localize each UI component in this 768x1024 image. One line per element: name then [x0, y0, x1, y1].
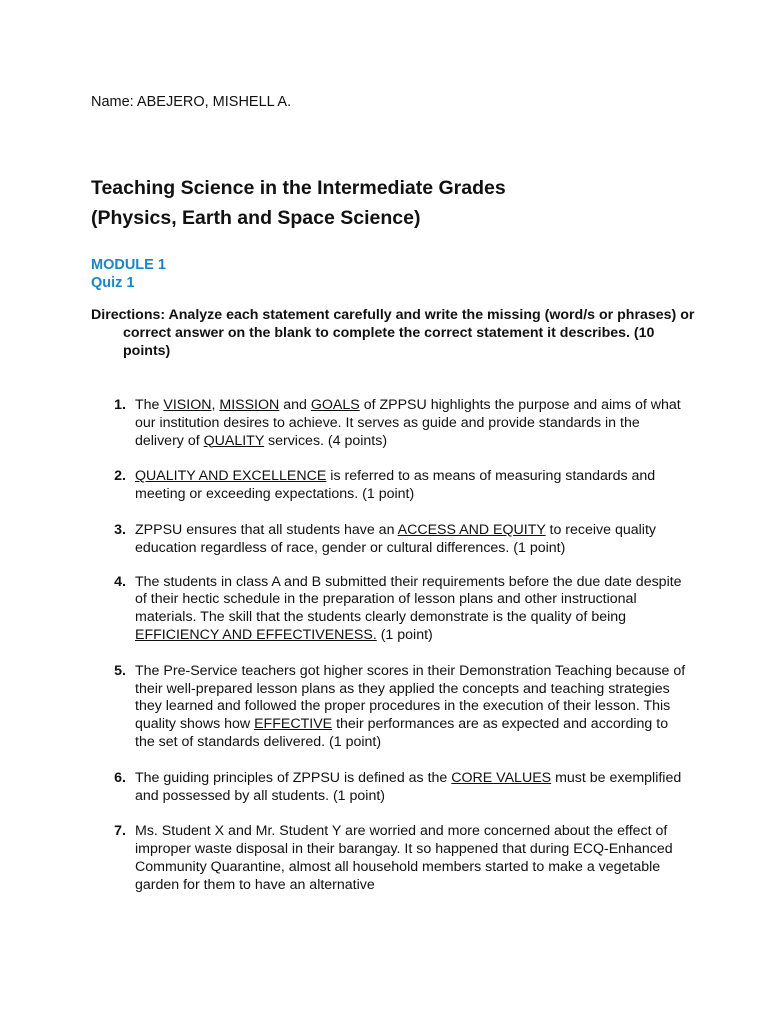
answer: EFFICIENCY AND EFFECTIVENESS. — [135, 626, 377, 643]
answer: CORE VALUES — [451, 769, 552, 786]
answer: EFFECTIVE — [254, 716, 333, 733]
text-segment: The Pre-Service teachers got higher scores in their Demonstration Teaching because of their well-prepared lesson plans as they applied the concepts and teaching strategies they learned and followed the proper procedures in the execution of their lesson. This quality shows how — [135, 662, 686, 733]
question-number: 2. — [114, 468, 126, 485]
question-number: 7. — [114, 823, 126, 840]
question-number: 4. — [114, 573, 126, 590]
text-segment: and — [279, 397, 311, 413]
question-text — [135, 663, 691, 752]
question-number: 6. — [114, 769, 126, 786]
text-segment: must be exemplified and possessed by all students. (1 point) — [135, 769, 682, 804]
course-title — [91, 173, 506, 233]
quiz-label: Quiz 1 — [91, 275, 135, 291]
answer: GOALS — [310, 397, 360, 413]
question-item — [91, 770, 691, 806]
question-number: 3. — [114, 521, 126, 538]
directions — [91, 306, 701, 360]
question-text: Ms. Student X and Mr. Student Y are worried and more concerned about the effect of improper waste disposal in their barangay. It so happened that during ECQ-Enhanced Community Quarantine, almost all household members started to make a vegetable garden for them to have an alternative — [135, 823, 673, 893]
text-segment: The guiding principles of ZPPSU is defined as the — [135, 769, 452, 786]
directions-line-1: Directions: Analyze each statement carefully and write the missing (word/s or phrases) or — [91, 307, 695, 323]
question-list — [91, 397, 691, 913]
question-text — [135, 574, 691, 645]
question-text — [135, 397, 691, 450]
text-segment: of ZPPSU highlights the purpose and aims of what our institution desires to achieve. It serves as guide and provide standards in the delivery of — [135, 397, 681, 449]
question-item — [91, 574, 691, 645]
question-item — [91, 522, 691, 558]
module-heading — [91, 256, 166, 292]
student-name: Name: ABEJERO, MISHELL A. — [91, 94, 292, 110]
question-item — [91, 823, 691, 894]
answer: MISSION — [219, 397, 280, 413]
text-segment: is referred to as means of measuring standards and meeting or exceeding expectations. (1 point) — [135, 468, 656, 503]
answer: VISION — [163, 397, 212, 413]
question-number: 1. — [114, 397, 126, 413]
text-segment: The students in class A and B submitted their requirements before the due date despite of their hectic schedule in the preparation of lesson plans and other instructional materials. The skill that the students clearly demonstrate is the quality of being — [135, 573, 682, 626]
question-text — [135, 522, 691, 558]
directions-line-2: correct answer on the blank to complete the correct statement it describes. (10 points) — [123, 325, 655, 359]
text-segment: services. (4 points) — [264, 432, 388, 449]
question-text — [135, 468, 691, 504]
question-item — [91, 468, 691, 504]
text-segment: The — [135, 397, 164, 413]
question-item — [91, 663, 691, 752]
course-title-line-2: (Physics, Earth and Space Science) — [91, 207, 421, 229]
question-number: 5. — [114, 662, 126, 679]
answer: QUALITY — [203, 432, 265, 449]
answer: QUALITY AND EXCELLENCE — [135, 468, 327, 485]
question-item — [91, 397, 691, 450]
answer: ACCESS AND EQUITY — [397, 521, 546, 538]
text-segment: their performances are as expected and according to the set of standards delivered. (1 point) — [135, 716, 669, 750]
module-label: MODULE 1 — [91, 257, 166, 273]
text-segment: (1 point) — [376, 626, 433, 643]
question-text — [135, 770, 691, 806]
course-title-line-1: Teaching Science in the Intermediate Grades — [91, 177, 506, 199]
text-segment: to receive quality education regardless of race, gender or cultural differences. (1 point) — [135, 521, 656, 556]
text-segment: ZPPSU ensures that all students have an — [135, 521, 398, 538]
text-segment: , — [211, 397, 220, 413]
